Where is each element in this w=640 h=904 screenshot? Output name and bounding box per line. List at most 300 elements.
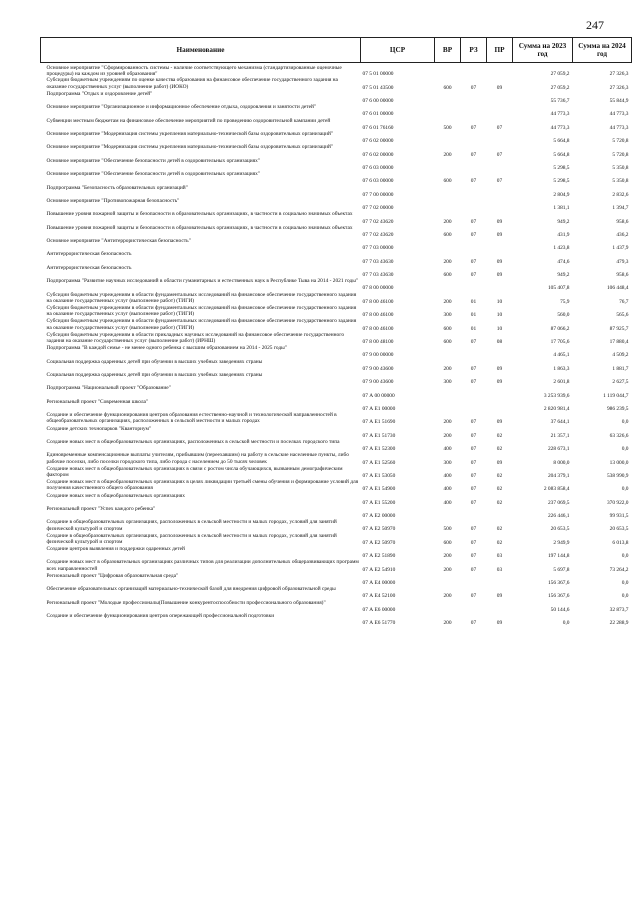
- cell-vr: 200: [443, 419, 452, 426]
- cell-sum-2023: 0,0: [562, 620, 570, 627]
- cell-vr: 200: [443, 593, 452, 600]
- cell-pr: 09: [496, 84, 503, 91]
- cell-sum-2024: 4 509,2: [612, 352, 629, 359]
- cell-vr: 300: [443, 312, 452, 319]
- cell-name: Субсидии бюджетным учреждениям в области фундаментальных исследований на финансовое обеспечение государственного задания на оказание государственных услуг (выполнение работ) (ТИГИ): [46, 291, 357, 304]
- cell-sum-2024: 1 881,7: [612, 365, 629, 372]
- cell-csr: 07 А Е6 00000: [362, 606, 396, 613]
- cell-name: Субвенции местным бюджетам на финансовое обеспечение мероприятий по проведению оздоровительной кампании детей: [46, 117, 331, 124]
- cell-pr: 08: [496, 339, 503, 346]
- cell-csr: 07 7 02 43620: [362, 231, 394, 238]
- cell-sum-2023: 44 773,3: [550, 111, 570, 118]
- header-vr: ВР: [435, 38, 461, 63]
- cell-pr: 09: [496, 620, 503, 627]
- cell-rz: 01: [470, 298, 477, 305]
- table-row: [41, 292, 632, 305]
- cell-sum-2023: 2 083 858,4: [543, 486, 570, 493]
- cell-sum-2024: 5 350,8: [612, 178, 629, 185]
- cell-pr: [487, 131, 513, 144]
- cell-sum-2024: 2 832,6: [612, 191, 629, 198]
- cell-csr: 07 А Е2 50970: [362, 539, 396, 546]
- cell-sum-2024: 370 922,0: [606, 499, 629, 506]
- cell-sum-2023: 197 144,8: [547, 553, 570, 560]
- cell-name: Антитеррористическая безопасность: [46, 264, 132, 271]
- cell-rz: 07: [470, 446, 477, 453]
- cell-sum-2023: 5 298,5: [553, 164, 570, 171]
- table-row: [41, 546, 632, 559]
- cell-sum-2023: 204 379,1: [547, 472, 570, 479]
- cell-name: Основное мероприятие "Обеспечение безопасности детей в оздоровительных организациях": [46, 157, 261, 164]
- cell-sum-2023: 27 059,2: [550, 84, 570, 91]
- cell-csr: 07 А Е1 55200: [362, 499, 396, 506]
- cell-sum-2023: 87 066,2: [550, 325, 570, 332]
- cell-rz: [461, 278, 487, 291]
- cell-rz: 07: [470, 272, 477, 279]
- table-row: [41, 198, 632, 211]
- cell-sum-2023: 156 367,6: [547, 580, 570, 587]
- cell-sum-2024: 1 119 044,7: [603, 392, 629, 399]
- cell-vr: [435, 63, 461, 78]
- cell-rz: 07: [470, 258, 477, 265]
- cell-vr: 400: [443, 486, 452, 493]
- table-row: [41, 278, 632, 291]
- cell-sum-2024: 73 264,2: [609, 566, 629, 573]
- cell-csr: 07 7 00 00000: [362, 191, 394, 198]
- cell-name: Основное мероприятие "Сформированность системы - наличие соответствующего механизма (стандартизированные оценочные процедуры) на каждом из уровней образования": [46, 65, 342, 78]
- cell-pr: 09: [496, 459, 503, 466]
- cell-pr: 10: [496, 312, 503, 319]
- cell-pr: [487, 278, 513, 291]
- cell-vr: 600: [443, 539, 452, 546]
- cell-sum-2023: 44 773,3: [550, 124, 570, 131]
- cell-sum-2023: 560,0: [557, 312, 570, 319]
- table-row: [41, 586, 632, 599]
- cell-csr: 07 6 02 00000: [362, 151, 394, 158]
- cell-sum-2024: 6 013,8: [612, 539, 629, 546]
- cell-sum-2024: 5 720,8: [612, 151, 629, 158]
- cell-vr: 600: [443, 84, 452, 91]
- cell-name: Основное мероприятие "Организационное и информационное обеспечение отдыха, оздоровления и занятости детей": [46, 104, 317, 111]
- cell-sum-2024: 20 653,5: [609, 526, 629, 533]
- cell-vr: 600: [443, 339, 452, 346]
- cell-pr: [487, 63, 513, 78]
- cell-sum-2024: 0,0: [621, 553, 629, 560]
- cell-csr: 07 7 03 43630: [362, 272, 394, 279]
- cell-pr: [487, 238, 513, 251]
- cell-name: Подпрограмма "Развитие научных исследований в области гуманитарных и естественных наук в Республике Тыва на 2014 - 2021 годы": [46, 278, 359, 285]
- cell-rz: [461, 573, 487, 586]
- cell-csr: 07 А Е1 51690: [362, 419, 396, 426]
- cell-csr: 07 А Е2 51890: [362, 553, 396, 560]
- cell-vr: [435, 399, 461, 412]
- cell-csr: 07 А Е4 00000: [362, 580, 396, 587]
- table-row: [41, 238, 632, 251]
- cell-sum-2024: 0,0: [621, 486, 629, 493]
- cell-pr: 09: [496, 258, 503, 265]
- cell-name: Подпрограмма "Национальный проект "Образование": [46, 385, 171, 392]
- cell-name: Создание новых мест в общеобразовательных организациях в связи с ростом числа обучающихся, вызванным демографическим фактором: [46, 465, 343, 478]
- cell-rz: 07: [470, 419, 477, 426]
- cell-rz: 07: [470, 432, 477, 439]
- cell-sum-2023: 2 601,8: [553, 379, 570, 386]
- cell-sum-2024: 63 326,6: [609, 432, 629, 439]
- cell-pr: 10: [496, 325, 503, 332]
- table-row: [41, 318, 632, 331]
- cell-sum-2023: 55 736,7: [550, 97, 570, 104]
- cell-sum-2023: 5 664,8: [553, 138, 570, 145]
- cell-csr: 07 8 00 48100: [362, 339, 394, 346]
- table-row: [41, 466, 632, 479]
- cell-name: Создание новых мест в общеобразовательных организациях: [46, 492, 185, 499]
- cell-name: Создание новых мест в общеобразовательных организациях в целях ликвидации третьей смены обучения и формирование условий для получения качественного общего образования: [46, 479, 359, 492]
- cell-sum-2024: 1 437,9: [612, 245, 629, 252]
- table-row: [41, 332, 632, 345]
- cell-rz: 07: [470, 472, 477, 479]
- cell-name: Создание в общеобразовательных организациях, расположенных в сельской местности и малых городах, условий для занятий физической культурой и спортом: [46, 532, 337, 545]
- cell-csr: 07 9 00 43600: [362, 365, 394, 372]
- table-row: [41, 104, 632, 117]
- cell-csr: 07 А Е2 50970: [362, 526, 396, 533]
- cell-vr: 200: [443, 218, 452, 225]
- header-sum-2023: Сумма на 2023 год: [513, 38, 573, 63]
- table-row: [41, 372, 632, 385]
- table-row: [41, 91, 632, 104]
- cell-csr: 07 6 01 00000: [362, 111, 394, 118]
- cell-pr: 09: [496, 379, 503, 386]
- cell-rz: 07: [470, 593, 477, 600]
- cell-pr: [487, 506, 513, 519]
- header-name: Наименование: [41, 38, 361, 63]
- cell-vr: [435, 573, 461, 586]
- table-row: [41, 613, 632, 626]
- cell-sum-2023: 17 705,6: [550, 339, 570, 346]
- cell-rz: [461, 399, 487, 412]
- cell-sum-2023: 105 407,8: [547, 285, 570, 292]
- cell-pr: [487, 91, 513, 104]
- cell-sum-2023: 2 804,9: [553, 191, 570, 198]
- header-sum-2024: Сумма на 2024 год: [573, 38, 632, 63]
- cell-sum-2024: 0,0: [621, 446, 629, 453]
- cell-vr: [435, 600, 461, 613]
- table-row: [41, 345, 632, 358]
- cell-sum-2023: 21 357,1: [550, 432, 570, 439]
- cell-rz: 07: [470, 178, 477, 185]
- cell-csr: 07 А Е6 51770: [362, 620, 396, 627]
- budget-table: [40, 37, 632, 626]
- cell-sum-2024: 17 880,4: [609, 339, 629, 346]
- table-row: [41, 479, 632, 492]
- cell-csr: 07 А 00 00000: [362, 392, 395, 399]
- cell-pr: [487, 573, 513, 586]
- cell-vr: 200: [443, 365, 452, 372]
- cell-name: Создание центров выявления и поддержки одаренных детей: [46, 546, 185, 553]
- table-body: [41, 63, 632, 627]
- cell-sum-2024: 0,0: [621, 593, 629, 600]
- cell-csr: 07 А Е1 00000: [362, 405, 396, 412]
- cell-sum-2023: 949,2: [557, 272, 570, 279]
- table-row: [41, 63, 632, 78]
- cell-rz: [461, 506, 487, 519]
- cell-pr: 09: [496, 218, 503, 225]
- cell-pr: [487, 385, 513, 398]
- cell-sum-2024: 22 288,9: [609, 620, 629, 627]
- table-row: [41, 77, 632, 90]
- cell-vr: 400: [443, 499, 452, 506]
- cell-rz: 07: [470, 526, 477, 533]
- cell-sum-2023: 1 863,3: [553, 365, 570, 372]
- table-row: [41, 118, 632, 131]
- cell-name: Обеспечение образовательных организаций материально-технической базой для внедрения цифровой образовательной среды: [46, 586, 336, 593]
- cell-rz: 07: [470, 499, 477, 506]
- cell-sum-2024: 99 931,5: [609, 513, 629, 520]
- cell-pr: 02: [496, 432, 503, 439]
- cell-vr: [435, 345, 461, 358]
- cell-csr: 07 А Е2 00000: [362, 513, 396, 520]
- cell-pr: [487, 158, 513, 171]
- cell-vr: 300: [443, 459, 452, 466]
- cell-pr: [487, 185, 513, 198]
- cell-rz: 07: [470, 539, 477, 546]
- cell-vr: 600: [443, 272, 452, 279]
- cell-csr: 07 6 03 00000: [362, 178, 394, 185]
- cell-rz: 07: [470, 218, 477, 225]
- cell-rz: [461, 185, 487, 198]
- cell-name: Субсидии бюджетным учреждениям в области прикладных научных исследований на финансовое обеспечение государственного задания на оказание государственных услуг (выполнение работ) (ИРНШ): [46, 331, 345, 345]
- cell-sum-2023: 156 367,6: [547, 593, 570, 600]
- cell-pr: 07: [496, 124, 503, 131]
- cell-pr: 09: [496, 419, 503, 426]
- cell-csr: 07 8 00 00000: [362, 285, 394, 292]
- cell-rz: 07: [470, 124, 477, 131]
- cell-csr: 07 6 01 76160: [362, 124, 394, 131]
- cell-sum-2023: 1 423,8: [553, 245, 570, 252]
- cell-pr: 09: [496, 593, 503, 600]
- cell-name: Повышение уровня пожарной защиты и безопасности в образовательных организациях, в частности в социально значимых объектах: [46, 211, 353, 218]
- cell-name: Единовременные компенсационные выплаты учителям, прибывшим (переехавшим) на работу в сельские населенные пункты, либо рабочие поселки, либо поселки городского типа, либо города с населением до 50 тысяч человек: [46, 452, 349, 465]
- cell-name: Региональный проект "Успех каждого ребенка": [46, 505, 156, 512]
- table-row: [41, 600, 632, 613]
- cell-sum-2024: 87 925,7: [609, 325, 629, 332]
- cell-sum-2023: 5 697,8: [553, 566, 570, 573]
- cell-sum-2023: 474,6: [557, 258, 570, 265]
- table-row: [41, 265, 632, 278]
- cell-name: Создание в общеобразовательных организациях, расположенных в сельской местности и малых городах, условий для занятий физической культурой и спортом: [46, 519, 337, 532]
- cell-csr: 07 8 00 46100: [362, 312, 394, 319]
- cell-sum-2024: 44 773,3: [609, 111, 629, 118]
- cell-sum-2023: 226 446,1: [547, 513, 570, 520]
- table-row: [41, 412, 632, 425]
- cell-vr: 600: [443, 178, 452, 185]
- cell-csr: 07 8 00 46100: [362, 325, 394, 332]
- cell-pr: [487, 345, 513, 358]
- cell-name: Повышение уровня пожарной защиты и безопасности в образовательных организациях, в частности в социально значимых объектах: [46, 224, 353, 231]
- cell-pr: 02: [496, 539, 503, 546]
- cell-sum-2024: 538 990,9: [606, 472, 629, 479]
- table-row: [41, 211, 632, 224]
- cell-name: Социальная поддержка одаренных детей при обучении в высших учебных заведениях страны: [46, 372, 263, 378]
- table-row: [41, 533, 632, 546]
- cell-sum-2023: 431,9: [557, 231, 570, 238]
- table-row: [41, 359, 632, 372]
- cell-vr: [435, 185, 461, 198]
- cell-vr: 200: [443, 258, 452, 265]
- cell-sum-2024: 27 326,3: [609, 84, 629, 91]
- cell-vr: 200: [443, 553, 452, 560]
- cell-name: Социальная поддержка одаренных детей при обучении в высших учебных заведениях страны: [46, 358, 263, 365]
- cell-sum-2023: 20 653,5: [550, 526, 570, 533]
- cell-sum-2023: 2 949,9: [553, 539, 570, 546]
- cell-csr: 07 7 03 00000: [362, 245, 394, 252]
- table-row: [41, 225, 632, 238]
- cell-sum-2024: 436,2: [616, 231, 629, 238]
- cell-csr: 07 8 00 46100: [362, 298, 394, 305]
- cell-rz: [461, 63, 487, 78]
- cell-vr: [435, 385, 461, 398]
- cell-csr: 07 А Е1 52560: [362, 459, 396, 466]
- cell-sum-2023: 237 069,5: [547, 499, 570, 506]
- cell-sum-2024: 44 773,3: [609, 124, 629, 131]
- cell-sum-2024: 0,0: [621, 580, 629, 587]
- cell-pr: 09: [496, 272, 503, 279]
- cell-sum-2024: 27 326,3: [609, 71, 629, 78]
- cell-vr: 600: [443, 231, 452, 238]
- cell-sum-2023: 949,2: [557, 218, 570, 225]
- cell-rz: [461, 385, 487, 398]
- cell-sum-2024: 106 448,4: [606, 285, 629, 292]
- cell-pr: 02: [496, 472, 503, 479]
- cell-name: Основное мероприятие "Антитеррористическая безопасность": [46, 238, 191, 245]
- cell-sum-2023: 8 000,0: [553, 459, 570, 466]
- table-row: [41, 185, 632, 198]
- cell-sum-2023: 27 059,2: [550, 71, 570, 78]
- cell-rz: [461, 91, 487, 104]
- table-row: [41, 519, 632, 532]
- cell-pr: [487, 600, 513, 613]
- cell-vr: [435, 131, 461, 144]
- cell-sum-2024: 479,3: [616, 258, 629, 265]
- cell-rz: 07: [470, 620, 477, 627]
- cell-rz: [461, 131, 487, 144]
- table-row: [41, 439, 632, 452]
- cell-name: Подпрограмма "В каждой семье - не менее одного ребенка с высшим образованием на 2014 - 2025 годы": [46, 345, 287, 352]
- cell-vr: 500: [443, 526, 452, 533]
- cell-rz: 07: [470, 365, 477, 372]
- cell-sum-2023: 5 298,5: [553, 178, 570, 185]
- cell-rz: 01: [470, 325, 477, 332]
- cell-csr: 07 5 01 00000: [362, 71, 394, 78]
- cell-name: Создание и обеспечение функционирования центров опережающей профессиональной подготовки: [46, 613, 275, 620]
- cell-csr: 07 6 02 00000: [362, 138, 394, 145]
- cell-name: Антитеррористическая безопасность: [46, 251, 132, 258]
- cell-csr: 07 9 00 00000: [362, 352, 394, 359]
- cell-pr: 09: [496, 231, 503, 238]
- cell-sum-2023: 5 664,8: [553, 151, 570, 158]
- cell-csr: 07 7 03 43630: [362, 258, 394, 265]
- cell-rz: [461, 238, 487, 251]
- cell-vr: 500: [443, 124, 452, 131]
- cell-name: Основное мероприятие "Обеспечение безопасности детей в оздоровительных организациях": [46, 171, 261, 178]
- cell-name: Подпрограмма "Безопасность образовательных организаций": [46, 184, 188, 191]
- cell-csr: 07 9 00 43600: [362, 379, 394, 386]
- table-row: [41, 493, 632, 506]
- cell-rz: 07: [470, 566, 477, 573]
- cell-csr: 07 А Е1 54900: [362, 486, 396, 493]
- table-row: [41, 452, 632, 465]
- cell-name: Создание и обеспечение функционирования центров образования естественно-научной и технологической направленностей в общеобразовательных организациях, расположенных в сельской местности и малых городах: [46, 412, 337, 425]
- cell-rz: 07: [470, 231, 477, 238]
- cell-rz: 01: [470, 312, 477, 319]
- cell-sum-2023: 228 673,1: [547, 446, 570, 453]
- cell-pr: 02: [496, 526, 503, 533]
- cell-csr: 07 5 01 43500: [362, 84, 394, 91]
- cell-vr: 200: [443, 566, 452, 573]
- cell-rz: 07: [470, 151, 477, 158]
- table-row: [41, 506, 632, 519]
- cell-rz: [461, 158, 487, 171]
- cell-sum-2024: 76,7: [619, 298, 629, 305]
- table-row: [41, 559, 632, 572]
- cell-csr: 07 А Е1 53050: [362, 472, 396, 479]
- cell-csr: 07 А Е1 52300: [362, 446, 396, 453]
- cell-sum-2024: 55 844,9: [609, 97, 629, 104]
- cell-sum-2023: 3 253 939,6: [543, 392, 570, 399]
- cell-sum-2023: 1 381,1: [553, 205, 570, 212]
- table-row: [41, 573, 632, 586]
- cell-name: Создание детских технопарков "Кванториум": [46, 425, 152, 432]
- table-row: [41, 131, 632, 144]
- cell-vr: [435, 198, 461, 211]
- cell-vr: [435, 238, 461, 251]
- table-row: [41, 385, 632, 398]
- cell-vr: 300: [443, 379, 452, 386]
- cell-pr: [487, 198, 513, 211]
- cell-pr: 10: [496, 298, 503, 305]
- cell-name: Региональный проект "Молодые профессионалы(Повышение конкурентоспособности профессионального образования)": [46, 599, 326, 606]
- cell-name: Основное мероприятие "Модернизация системы укрепления материально-технической базы оздоровительных организаций": [46, 130, 334, 137]
- cell-csr: 07 7 02 43620: [362, 218, 394, 225]
- cell-pr: 03: [496, 553, 503, 560]
- cell-pr: 09: [496, 365, 503, 372]
- header-rz: РЗ: [461, 38, 487, 63]
- cell-name: Субсидии бюджетным учреждениям в области фундаментальных исследований на финансовое обеспечение государственного задания на оказание государственных услуг (выполнение работ) (ТИГИ): [46, 318, 357, 331]
- cell-csr: 07 6 03 00000: [362, 164, 394, 171]
- cell-pr: 02: [496, 499, 503, 506]
- cell-sum-2024: 565,6: [616, 312, 629, 319]
- cell-csr: 07 А Е1 51730: [362, 432, 396, 439]
- cell-sum-2024: 0,0: [621, 419, 629, 426]
- page-number: 247: [586, 18, 604, 32]
- cell-pr: 07: [496, 151, 503, 158]
- cell-rz: 07: [470, 339, 477, 346]
- header-csr: ЦСР: [361, 38, 435, 63]
- cell-rz: [461, 345, 487, 358]
- cell-sum-2024: 5 720,8: [612, 138, 629, 145]
- table-row: [41, 158, 632, 171]
- header-pr: ПР: [487, 38, 513, 63]
- cell-name: Региональный проект "Современная школа": [46, 398, 149, 405]
- cell-name: Основное мероприятие "Противопожарная безопасность": [46, 197, 180, 204]
- cell-pr: [487, 104, 513, 117]
- table-header: [41, 38, 632, 63]
- cell-sum-2024: 958,6: [616, 218, 629, 225]
- table-row: [41, 426, 632, 439]
- table-row: [41, 399, 632, 412]
- cell-csr: 07 6 00 00000: [362, 97, 394, 104]
- cell-vr: [435, 506, 461, 519]
- cell-sum-2024: 5 350,8: [612, 164, 629, 171]
- cell-rz: [461, 600, 487, 613]
- cell-pr: 02: [496, 486, 503, 493]
